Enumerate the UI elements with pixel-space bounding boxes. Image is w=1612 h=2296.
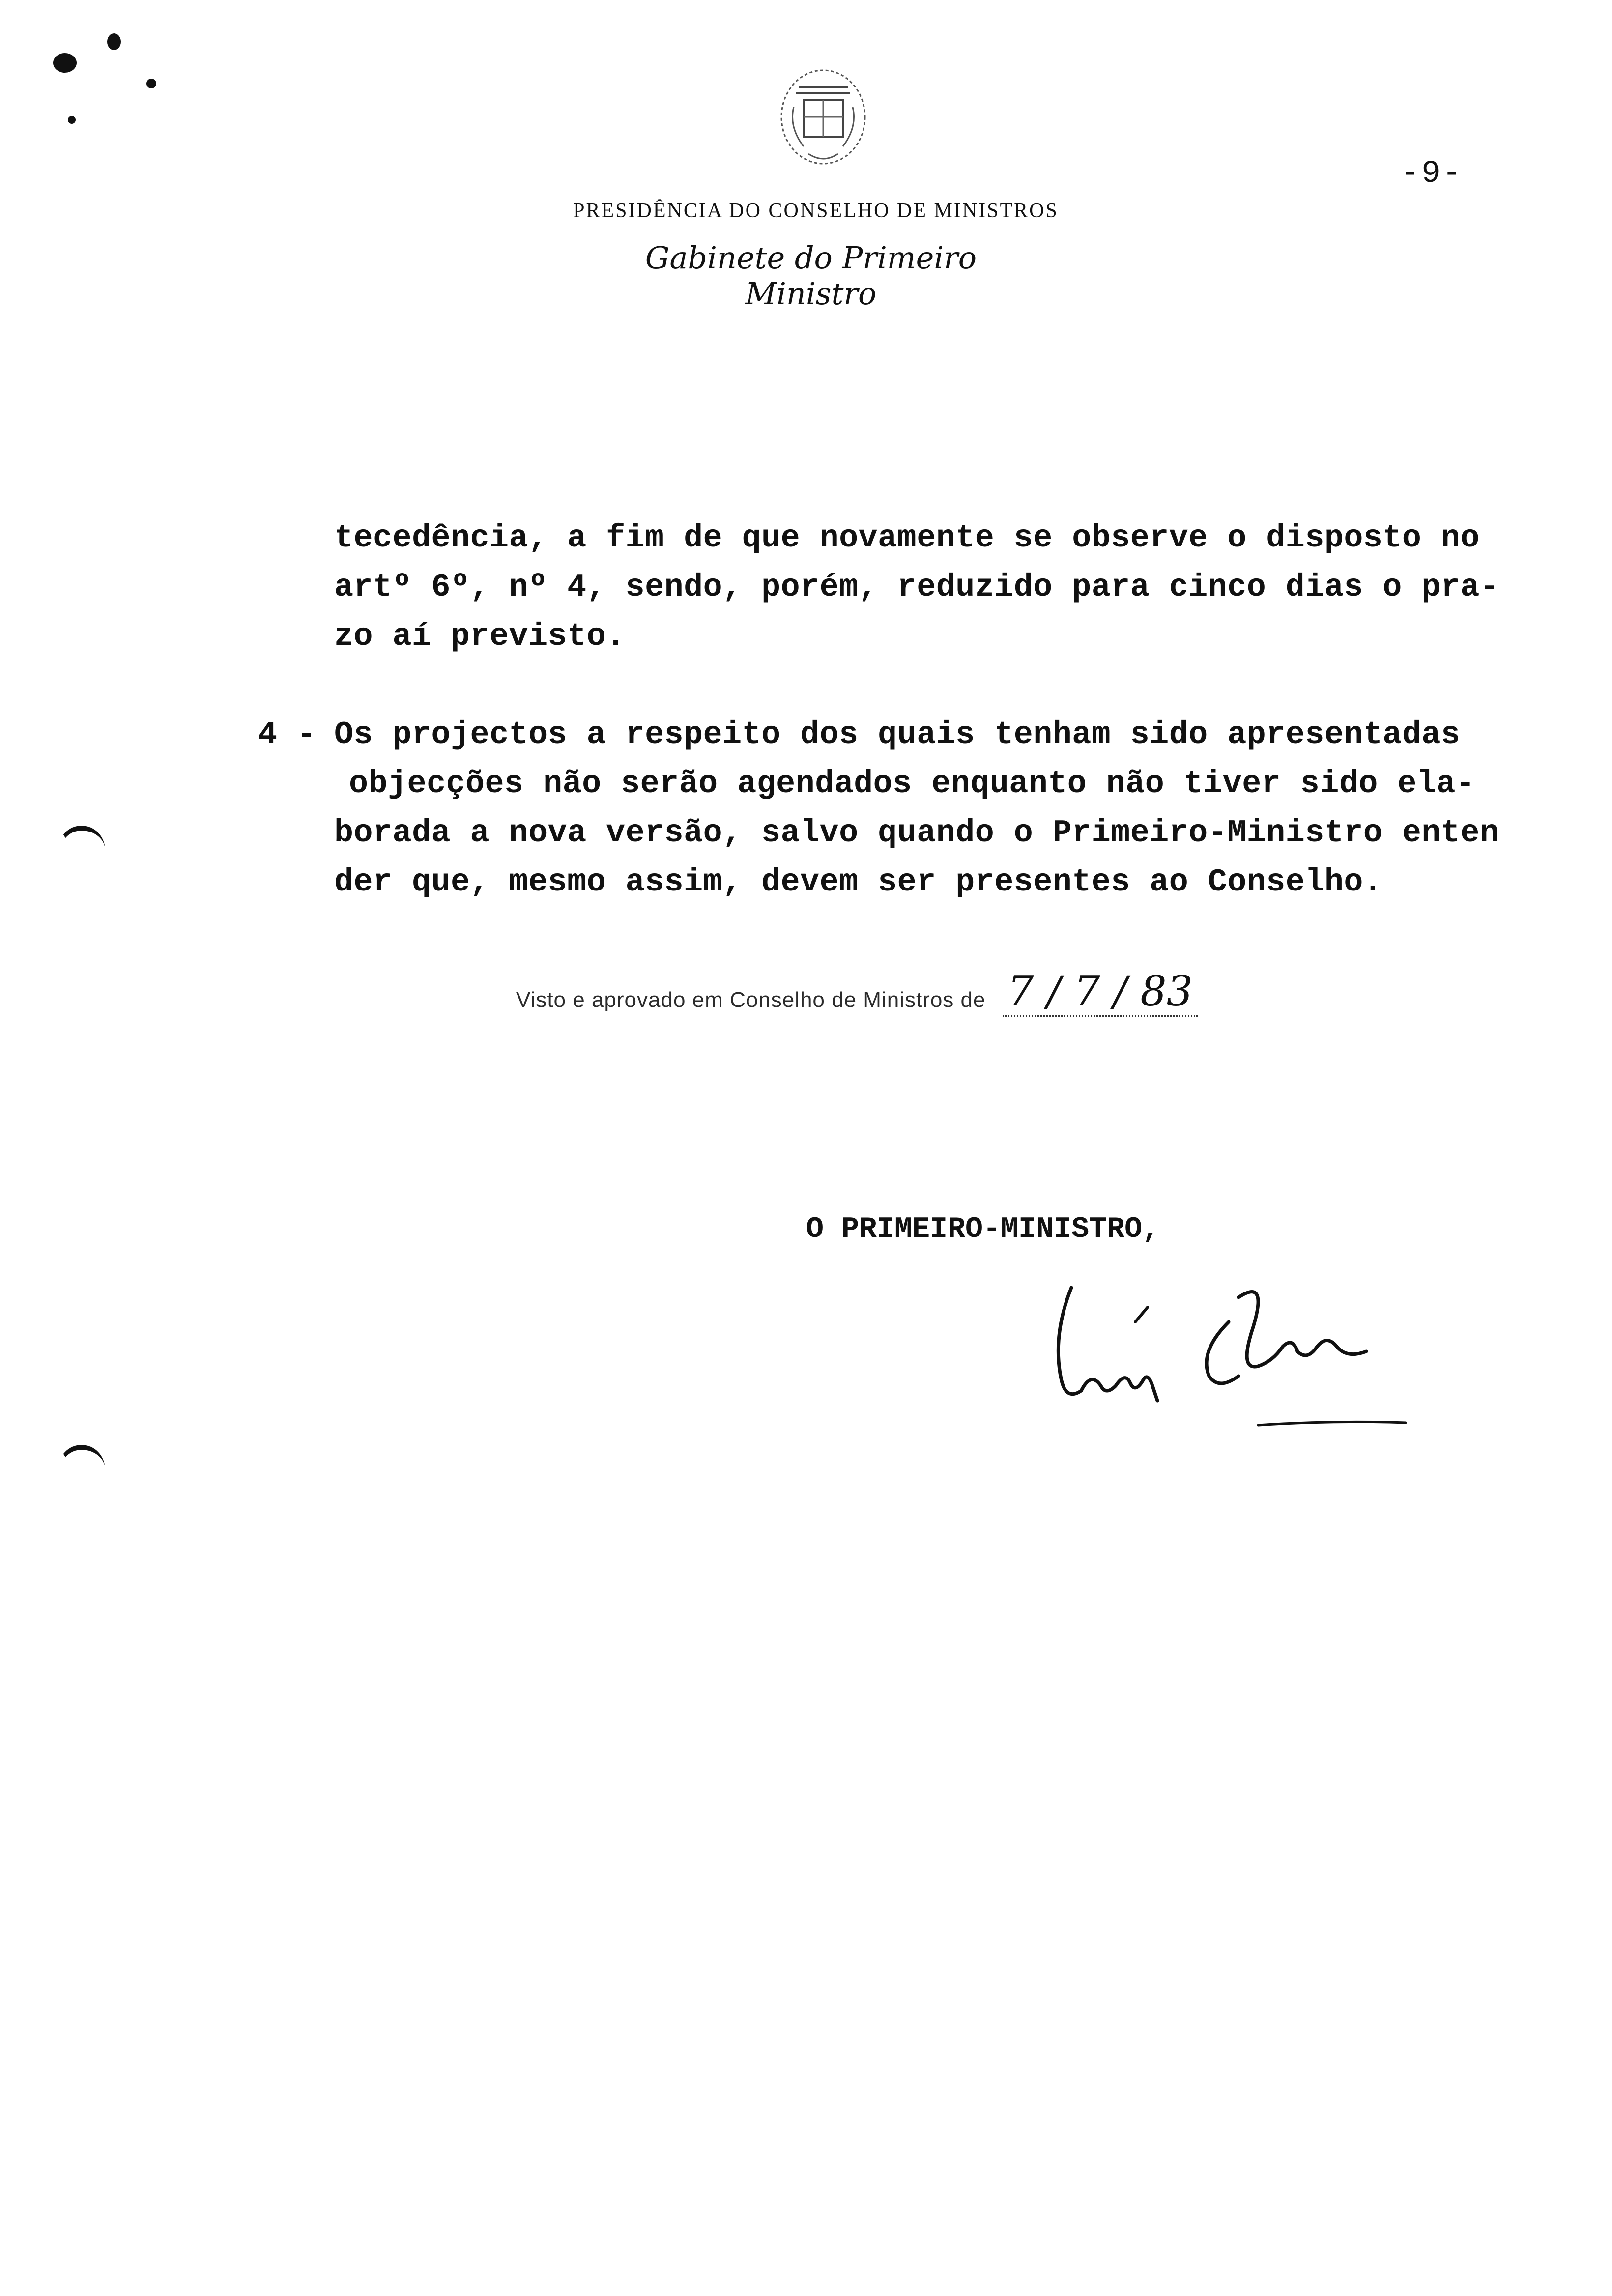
coat-of-arms-seal xyxy=(769,63,877,176)
punch-hole-mark xyxy=(58,826,105,875)
scan-speck xyxy=(53,53,77,73)
paragraph-1-line: zo aí previsto. xyxy=(334,618,626,655)
scan-speck xyxy=(146,79,156,88)
office-subheading: Gabinete do Primeiro Ministro xyxy=(645,240,977,312)
signatory-title: O PRIMEIRO-MINISTRO, xyxy=(806,1213,1160,1246)
punch-hole-mark xyxy=(58,1445,105,1494)
paragraph-2-line: Os projectos a respeito dos quais tenham sido apresentadas xyxy=(334,717,1461,753)
paragraph-2-line: der que, mesmo assim, devem ser presentes ao Conselho. xyxy=(334,864,1383,900)
approval-stamp: Visto e aprovado em Conselho de Ministros de xyxy=(516,988,986,1012)
paragraph-2-line: objecções não serão agendados enquanto não tiver sido ela- xyxy=(349,766,1475,802)
page-number: -9- xyxy=(1401,156,1464,192)
approval-date: 7 / 7 / 83 xyxy=(1003,967,1198,1017)
institution-heading: PRESIDÊNCIA DO CONSELHO DE MINISTROS xyxy=(573,200,1059,222)
scan-speck xyxy=(107,33,121,50)
paragraph-2-number: 4 - xyxy=(258,717,317,753)
scan-speck xyxy=(68,116,76,124)
paragraph-2-line: borada a nova versão, salvo quando o Primeiro-Ministro enten xyxy=(334,815,1499,851)
paragraph-1-line: artº 6º, nº 4, sendo, porém, reduzido para cinco dias o pra- xyxy=(334,569,1499,605)
paragraph-1-line: tecedência, a fim de que novamente se observe o disposto no xyxy=(334,520,1480,556)
handwritten-signature xyxy=(1032,1268,1415,1445)
